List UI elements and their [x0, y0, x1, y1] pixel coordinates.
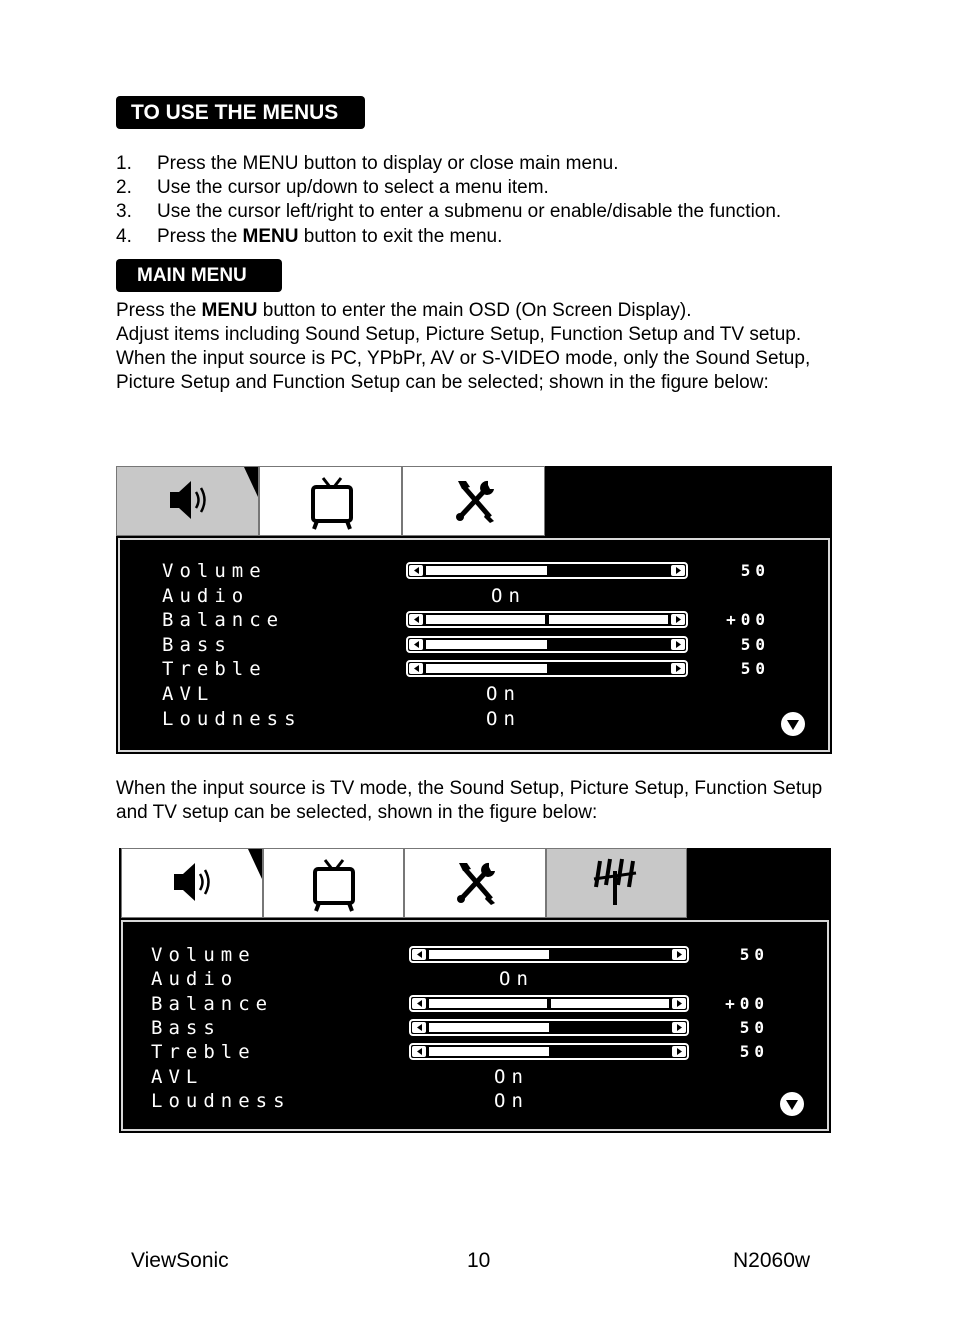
tab-corner-notch — [248, 849, 262, 879]
osd-value-avl[interactable]: On — [494, 1065, 529, 1088]
step-text-post: button to exit the menu. — [298, 226, 503, 247]
osd-label-volume[interactable]: Volume — [151, 944, 256, 966]
osd-value-treble: 50 — [739, 1042, 769, 1062]
osd-label-balance[interactable]: Balance — [162, 609, 285, 632]
osd-tab-tv[interactable] — [259, 466, 402, 536]
paragraph — [116, 299, 846, 323]
osd-slider-balance[interactable] — [409, 995, 689, 1017]
osd-label-volume[interactable]: Volume — [162, 560, 267, 582]
osd-tab-speaker[interactable] — [121, 848, 263, 918]
osd-label-avl[interactable]: AVL — [151, 1065, 204, 1088]
osd-value-loudness[interactable]: On — [486, 707, 521, 730]
osd-value-audio[interactable]: On — [491, 584, 526, 607]
tv-icon — [309, 857, 359, 918]
osd-label-avl[interactable]: AVL — [162, 683, 215, 705]
osd-label-loudness[interactable]: Loudness — [151, 1089, 291, 1112]
osd-slider-treble[interactable] — [409, 1043, 689, 1065]
osd-slider-treble[interactable] — [406, 660, 688, 682]
footer-model: N2060w — [733, 1249, 811, 1272]
step-text-pre: Press the — [157, 226, 243, 247]
step-number: 3. — [116, 201, 132, 222]
osd-label-loudness[interactable]: Loudness — [162, 707, 302, 730]
osd-label-audio[interactable]: Audio — [151, 968, 239, 991]
paragraph: When the input source is PC, YPbPr, AV or S-VIDEO mode, only the Sound Setup, Picture Setup and Function Setup can be selected; shown in the figure below: — [116, 348, 811, 393]
step-number: 2. — [116, 177, 132, 198]
menu-keyword: MENU — [242, 226, 299, 247]
footer-brand: ViewSonic — [131, 1249, 229, 1272]
steps-list — [116, 152, 876, 249]
step-text: Use the cursor left/right to enter a submenu or enable/disable the function. — [157, 201, 782, 222]
osd-tab-tv[interactable] — [263, 848, 405, 918]
list-item — [116, 200, 876, 224]
osd-label-audio[interactable]: Audio — [162, 584, 250, 607]
step-text: Press the MENU button to display or close main menu. — [157, 153, 619, 174]
osd-value-loudness[interactable]: On — [494, 1089, 529, 1112]
scroll-down-icon[interactable] — [779, 1091, 805, 1122]
tools-icon — [451, 857, 501, 912]
footer-page-number: 10 — [467, 1249, 491, 1272]
osd-slider-volume[interactable] — [406, 562, 688, 584]
section-title-main-menu: MAIN MENU — [116, 259, 282, 292]
osd-value-bass: 50 — [739, 1017, 769, 1037]
osd-tab-tools[interactable] — [402, 466, 545, 536]
antenna-icon — [592, 857, 638, 912]
osd-value-volume: 50 — [740, 561, 770, 580]
tools-icon — [450, 475, 500, 530]
osd-tab-antenna[interactable] — [546, 848, 688, 918]
tv-icon — [307, 475, 357, 536]
osd-slider-balance[interactable] — [406, 611, 688, 633]
step-number: 1. — [116, 153, 132, 174]
osd-tab-tools[interactable] — [404, 848, 546, 918]
paragraph: Adjust items including Sound Setup, Picture Setup, Function Setup and TV setup. — [116, 324, 802, 345]
osd-value-avl[interactable]: On — [486, 683, 521, 705]
osd-value-audio[interactable]: On — [499, 968, 534, 991]
osd-value-bass: 50 — [740, 634, 770, 654]
osd-label-balance[interactable]: Balance — [151, 992, 274, 1015]
osd-tab-speaker[interactable] — [116, 466, 259, 536]
list-item — [116, 225, 876, 249]
osd-figure-pc-mode — [116, 466, 832, 754]
main-menu-description — [116, 299, 846, 395]
step-text — [157, 225, 502, 249]
osd-slider-bass[interactable] — [406, 636, 688, 658]
step-text: Use the cursor up/down to select a menu item. — [157, 177, 549, 198]
tv-mode-description: When the input source is TV mode, the Sound Setup, Picture Setup, Function Setup and TV setup can be selected, shown in the figure below: — [116, 778, 823, 823]
osd-value-balance: +00 — [725, 993, 769, 1013]
speaker-icon — [164, 475, 214, 530]
section-title-use-menus: TO USE THE MENUS — [116, 96, 365, 129]
osd-label-treble[interactable]: Treble — [162, 658, 267, 681]
speaker-icon — [168, 857, 218, 912]
osd-label-bass[interactable]: Bass — [151, 1016, 221, 1039]
tab-corner-notch — [244, 467, 258, 497]
para-pre: Press the — [116, 300, 202, 321]
osd-value-balance: +00 — [726, 610, 770, 630]
osd-value-treble: 50 — [740, 659, 770, 679]
list-item — [116, 152, 876, 176]
osd-value-volume: 50 — [739, 945, 769, 964]
scroll-down-icon[interactable] — [780, 711, 806, 742]
osd-label-bass[interactable]: Bass — [162, 633, 232, 656]
para-post: button to enter the main OSD (On Screen Display). — [257, 300, 692, 321]
osd-label-treble[interactable]: Treble — [151, 1041, 256, 1064]
osd-figure-tv-mode — [119, 848, 831, 1133]
menu-keyword: MENU — [201, 300, 258, 321]
step-number: 4. — [116, 226, 132, 247]
osd-slider-bass[interactable] — [409, 1019, 689, 1041]
list-item — [116, 176, 876, 200]
osd-slider-volume[interactable] — [409, 946, 689, 968]
